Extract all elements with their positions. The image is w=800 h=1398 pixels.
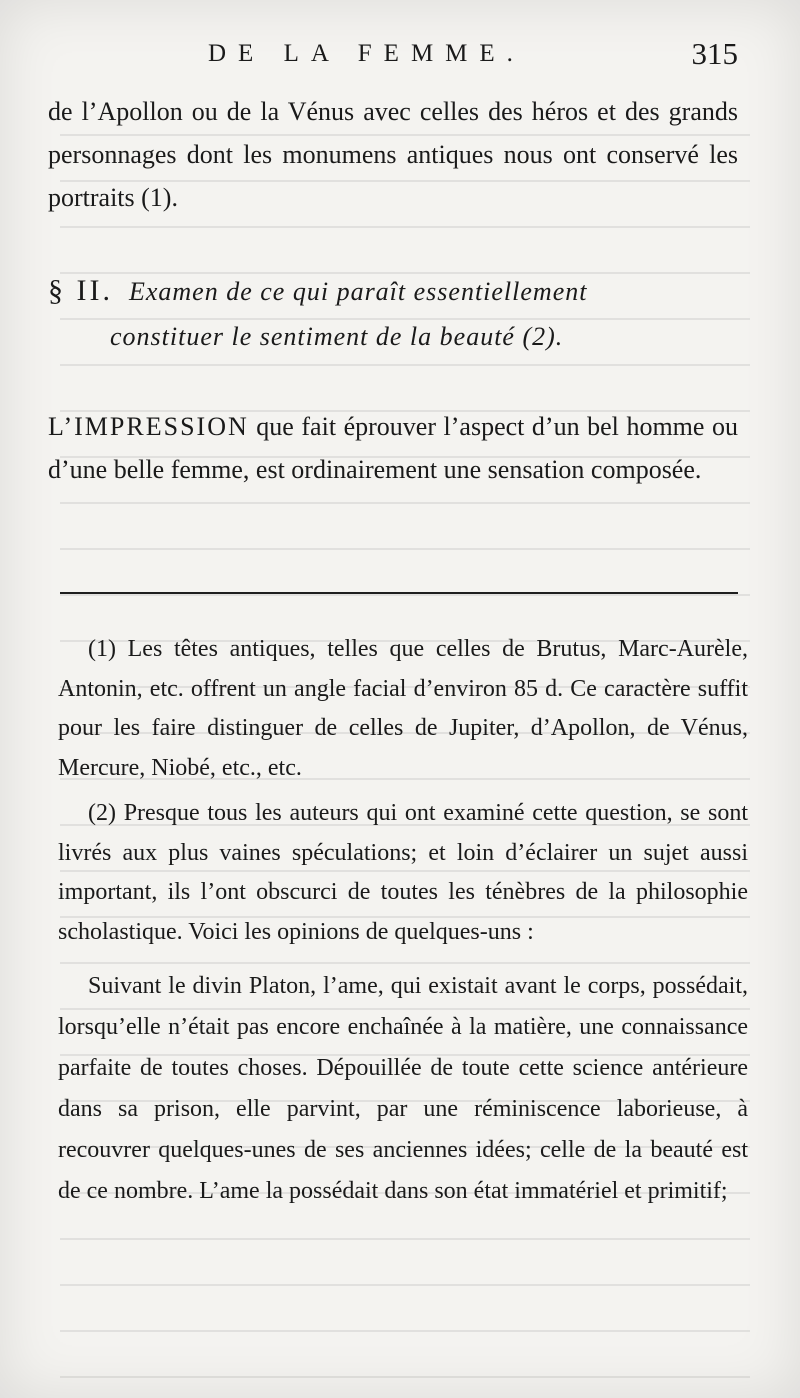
intro-text: de l’Apollon ou de la Vénus avec celles des héros et des grands personnages dont les monumens antiques nous ont conservé les portraits (1).: [48, 97, 738, 212]
lead-rest: que fait éprouver l’aspect d’un bel homme ou d’une belle femme, est ordinairement une sensation composée.: [48, 412, 738, 484]
footnote-1: (1) Les têtes antiques, telles que celles de Brutus, Marc-Aurèle, Antonin, etc. offrent un angle facial d’environ 85 d. Ce caractère suffit pour les faire distinguer de celles de Jupiter, d’Apollon, de Vénus, Mercure, Niobé, etc., etc.: [58, 636, 748, 781]
lead-smallcaps: L’IMPRESSION: [48, 412, 249, 441]
footnote-rule: [60, 592, 738, 594]
running-head: [48, 36, 738, 80]
footnotes: [58, 630, 748, 1218]
section-heading-line-1: [48, 268, 748, 314]
section-title-line-1: Examen de ce qui paraît essentiellement: [128, 277, 588, 306]
footnote-2: (2) Presque tous les auteurs qui ont examiné cette question, se sont livrés aux plus vaines spéculations; et loin d’éclairer un sujet aussi important, ils l’ont obscurci de toutes les ténèbres de la philosophie scholastique. Voici les opinions de quelques-uns :: [58, 800, 748, 945]
section-number: § II.: [48, 274, 113, 307]
section-heading-line-2: [48, 314, 748, 359]
lead-text: [48, 405, 738, 491]
section-title-line-2: constituer le sentiment de la beauté (2).: [110, 322, 564, 351]
section-heading: [48, 268, 748, 359]
lead-paragraph: [48, 405, 738, 491]
page-number: 315: [691, 36, 738, 71]
footnote-2-continuation: Suivant le divin Platon, l’ame, qui existait avant le corps, possédait, lorsqu’elle n’était pas encore enchaînée à la matière, une connaissance parfaite de toutes choses. Dépouillée de toute cette science antérieure dans sa prison, elle parvint, par une réminiscence laborieuse, à recouvrer quelques-unes de ses anciennes idées; celle de la beauté est de ce nombre. L’ame la possédait dans son état immatériel et primitif;: [58, 973, 748, 1204]
intro-paragraph: [48, 90, 738, 219]
running-title: DE LA FEMME.: [208, 40, 525, 67]
